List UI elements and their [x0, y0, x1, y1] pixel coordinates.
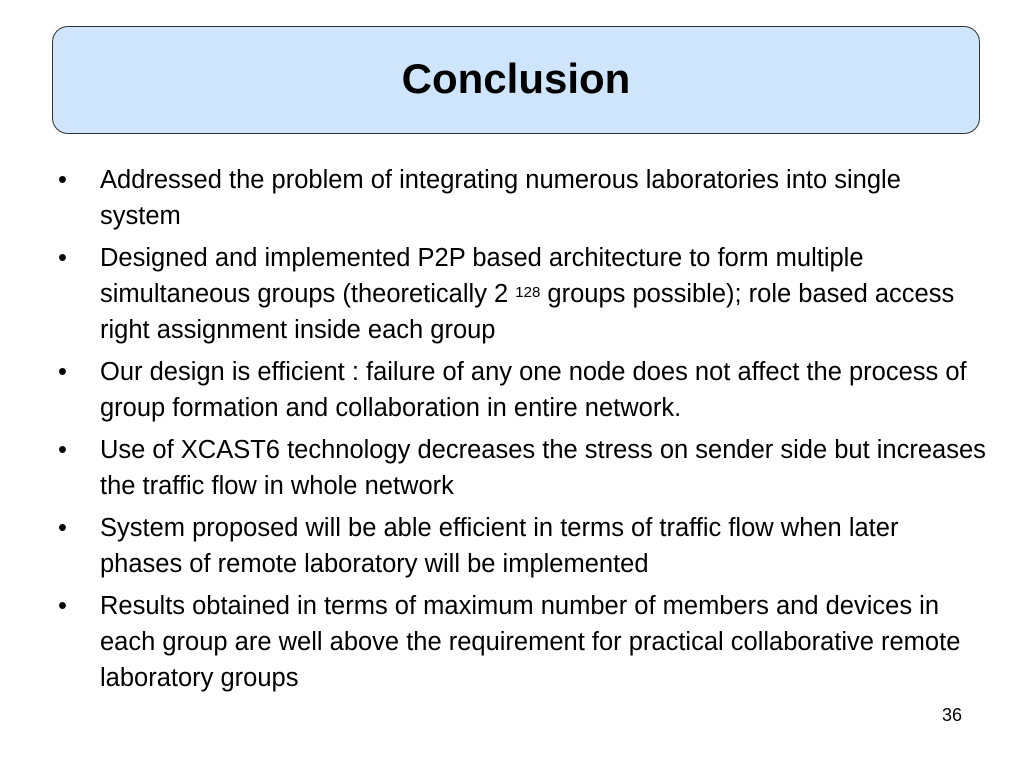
bullet-dot-icon: •	[58, 166, 67, 194]
bullet-dot-icon: •	[58, 514, 67, 542]
bullet-text: Results obtained in terms of maximum number of members and devices in each group are well above the requirement for practical collaborative remote laboratory groups	[100, 592, 961, 692]
bullet-dot-icon: •	[58, 358, 67, 386]
bullet-item	[56, 588, 986, 696]
bullet-item	[56, 162, 986, 234]
bullet-text: Our design is efficient : failure of any one node does not affect the process of group formation and collaboration in entire network.	[100, 358, 967, 422]
bullet-text-before: Designed and implemented P2P based architecture to form multiple simultaneous groups (theoretically 2	[100, 244, 864, 308]
bullet-text: Use of XCAST6 technology decreases the stress on sender side but increases the traffic flow in whole network	[100, 436, 986, 500]
bullet-text-after: groups possible); role based access right assignment inside each group	[100, 280, 955, 344]
bullet-text	[100, 244, 954, 344]
bullet-list	[56, 162, 986, 702]
bullet-item	[56, 510, 986, 582]
bullet-dot-icon: •	[58, 592, 67, 620]
slide-title: Conclusion	[401, 55, 631, 102]
page-number: 36	[941, 705, 962, 725]
bullet-text: System proposed will be able efficient in terms of traffic flow when later phases of remote laboratory will be implemented	[100, 514, 899, 578]
superscript-exponent: 128	[515, 284, 541, 301]
bullet-item	[56, 432, 986, 504]
bullet-item	[56, 240, 986, 348]
bullet-dot-icon: •	[58, 436, 67, 464]
title-box	[52, 26, 980, 134]
bullet-dot-icon: •	[58, 244, 67, 272]
bullet-item	[56, 354, 986, 426]
bullet-text: Addressed the problem of integrating numerous laboratories into single system	[100, 166, 901, 230]
